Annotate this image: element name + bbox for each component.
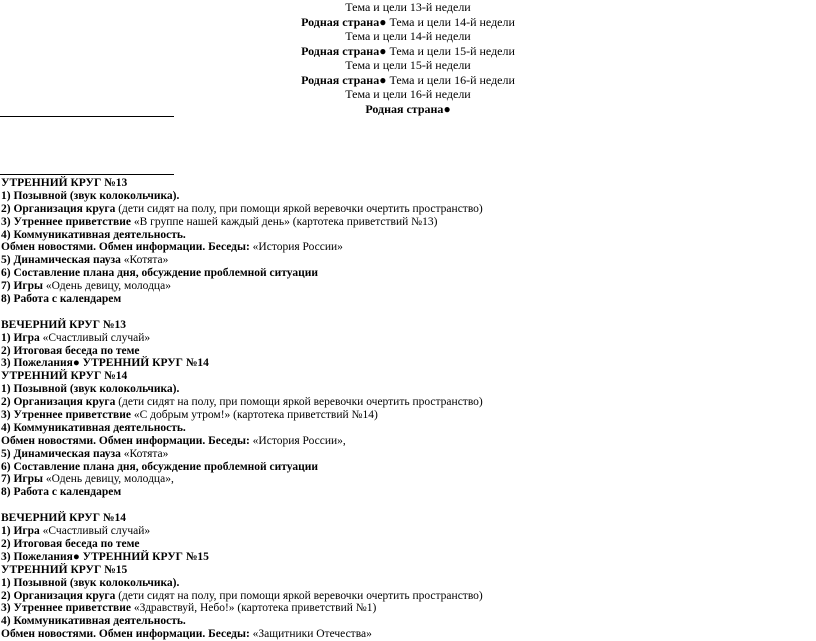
header-line: Тема и цели 13-й недели xyxy=(345,0,471,14)
list-item: 5) Динамическая пауза «Котята» xyxy=(1,254,169,267)
section-title: УТРЕННИЙ КРУГ №14 xyxy=(1,370,128,383)
list-item: 2) Организация круга (дети сидят на полу, при помощи яркой веревочки очертить пространство) xyxy=(1,202,483,215)
bullet-icon: ● xyxy=(443,101,451,116)
list-item: 4) Коммуникативная деятельность. xyxy=(1,228,186,241)
list-item: 1) Игра «Счастливый случай» xyxy=(1,525,151,538)
list-item: 1) Позывной (звук колокольчика). xyxy=(1,189,180,202)
circle-plan-body xyxy=(0,177,816,641)
header-line: Родная страна● xyxy=(365,101,451,116)
list-item: Обмен новостями. Обмен информации. Беседы: «Защитники Отечества» xyxy=(1,628,372,641)
bullet-icon: ● xyxy=(379,43,387,58)
list-item: 8) Работа с календарем xyxy=(1,293,122,306)
list-item: 2) Организация круга (дети сидят на полу, при помощи яркой веревочки очертить пространство) xyxy=(1,396,483,409)
section-title: УТРЕННИЙ КРУГ №13 xyxy=(1,177,128,189)
list-item: 4) Коммуникативная деятельность. xyxy=(1,421,186,434)
list-item: 6) Составление плана дня, обсуждение проблемной ситуации xyxy=(1,460,318,473)
list-item: 7) Игры «Одень девицу, молодца», xyxy=(1,473,174,486)
list-item: 3) Утреннее приветствие «С добрым утром!» (картотека приветствий №14) xyxy=(1,409,378,422)
divider-line xyxy=(0,116,174,117)
section-title: ВЕЧЕРНИЙ КРУГ №14 xyxy=(1,512,126,525)
list-item: 1) Позывной (звук колокольчика). xyxy=(1,576,180,589)
bullet-icon: ● xyxy=(379,14,387,29)
list-item: 3) Утреннее приветствие «Здравствуй, Небо!» (картотека приветствий №1) xyxy=(1,602,377,615)
section-title: ВЕЧЕРНИЙ КРУГ №13 xyxy=(1,318,126,331)
divider-line xyxy=(0,174,174,175)
list-item: 5) Динамическая пауза «Котята» xyxy=(1,447,169,460)
list-item: 8) Работа с календарем xyxy=(1,486,122,499)
header-line: Родная страна● Тема и цели 16-й недели xyxy=(301,72,515,87)
list-item: 6) Составление плана дня, обсуждение проблемной ситуации xyxy=(1,267,318,280)
list-item: 2) Итоговая беседа по теме xyxy=(1,344,140,357)
header-line: Родная страна● Тема и цели 14-й недели xyxy=(301,14,515,29)
list-item: 3) Пожелания● УТРЕННИЙ КРУГ №15 xyxy=(1,550,209,563)
list-item: 7) Игры «Одень девицу, молодца» xyxy=(1,280,171,293)
bullet-icon: ● xyxy=(379,72,387,87)
header-line: Тема и цели 14-й недели xyxy=(345,29,471,43)
list-item: 2) Организация круга (дети сидят на полу, при помощи яркой веревочки очертить пространство) xyxy=(1,589,483,602)
week-topics-header xyxy=(0,0,816,116)
section-title: УТРЕННИЙ КРУГ №15 xyxy=(1,563,128,576)
list-item: 4) Коммуникативная деятельность. xyxy=(1,615,186,628)
list-item: Обмен новостями. Обмен информации. Беседы: «История России» xyxy=(1,241,343,254)
list-item: 1) Игра «Счастливый случай» xyxy=(1,331,151,344)
list-item: Обмен новостями. Обмен информации. Беседы: «История России», xyxy=(1,434,346,447)
header-line: Родная страна● Тема и цели 15-й недели xyxy=(301,43,515,58)
spacer xyxy=(0,499,816,512)
spacer xyxy=(0,306,816,319)
list-item: 3) Пожелания● УТРЕННИЙ КРУГ №14 xyxy=(1,357,209,370)
list-item: 2) Итоговая беседа по теме xyxy=(1,537,140,550)
bullet-icon: ● xyxy=(72,357,80,370)
list-item: 1) Позывной (звук колокольчика). xyxy=(1,383,180,396)
bullet-icon: ● xyxy=(72,550,80,563)
list-item: 3) Утреннее приветствие «В группе нашей каждый день» (картотека приветствий №13) xyxy=(1,215,438,228)
header-line: Тема и цели 16-й недели xyxy=(345,87,471,101)
header-line: Тема и цели 15-й недели xyxy=(345,58,471,72)
